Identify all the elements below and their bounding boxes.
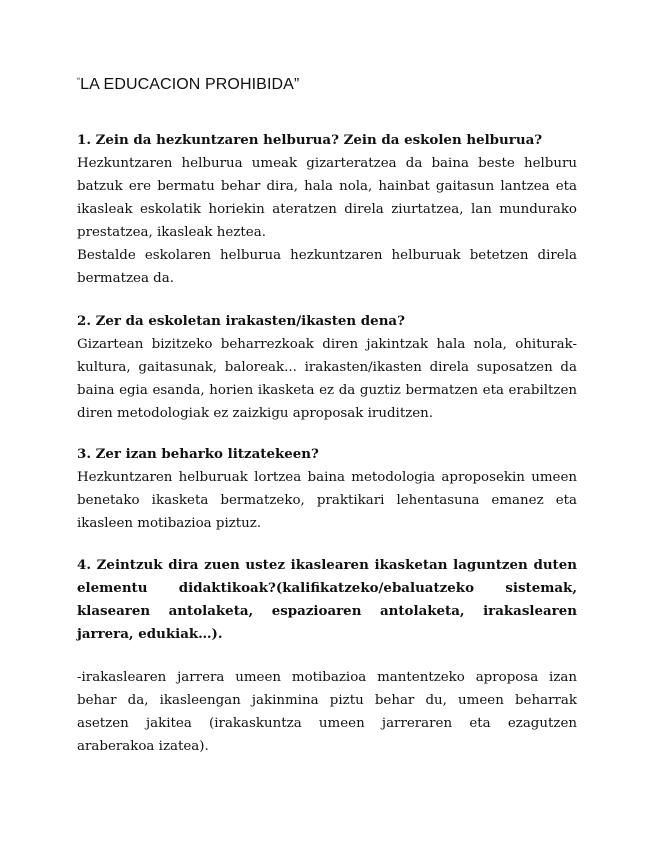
question-heading: 1. Zein da hezkuntzaren helburua? Zein da eskolen helburua?	[77, 132, 543, 148]
answer-paragraph: Gizartean bizitzeko beharrezkoak diren jakintzak hala nola, ohiturak-kultura, gaitasunak, baloreak... irakasten/ikasten direla suposatzen da baina egia esanda, horien ikasketa ez da guztiz bermatzen eta erabiltzen diren metodologiak ez zaizkigu aproposak iruditzen.	[77, 337, 577, 421]
title-open-quote: “	[77, 76, 81, 86]
answer-paragraph: Bestalde eskolaren helburua hezkuntzaren helburuak betetzen direla bermatzea da.	[77, 248, 577, 286]
title-text: LA EDUCACION PROHIBIDA”	[80, 76, 300, 93]
answer-paragraph: Hezkuntzaren helburua umeak gizarteratzea da baina beste helburu batzuk ere bermatu behar dira, hala nola, hainbat gaitasun lantzea eta ikasleak eskolatik horiekin ateratzen direla ziurtatzea, lan mundurako prestatzea, ikasleak heztea.	[77, 156, 577, 240]
question-heading: 4. Zeintzuk dira zuen ustez ikaslearen ikasketan laguntzen duten elementu didaktikoak?(kalifikatzeko/ebaluatzeko sistemak, klasearen antolaketa, espazioaren antolaketa, irakaslearen jarrera, edukiak…).	[77, 557, 577, 642]
document-title	[77, 76, 299, 94]
section-4-answer	[77, 666, 577, 758]
answer-paragraph: Hezkuntzaren helburuak lortzea baina metodologia aproposekin umeen benetako ikasketa bermatzeko, praktikari lehentasuna emanez eta ikasleen motibazioa piztuz.	[77, 470, 577, 531]
section-3	[77, 443, 577, 535]
question-heading: 3. Zer izan beharko litzatekeen?	[77, 446, 319, 462]
answer-paragraph: -irakaslearen jarrera umeen motibazioa mantentzeko aproposa izan behar da, ikasleengan jakinmina piztu behar du, umeen beharrak asetzen jakitea (irakaskuntza umeen jarreraren eta ezagutzen araberakoa izatea).	[77, 670, 577, 754]
section-2	[77, 310, 577, 425]
section-1	[77, 129, 577, 290]
question-heading: 2. Zer da eskoletan irakasten/ikasten dena?	[77, 313, 405, 329]
section-4	[77, 554, 577, 646]
